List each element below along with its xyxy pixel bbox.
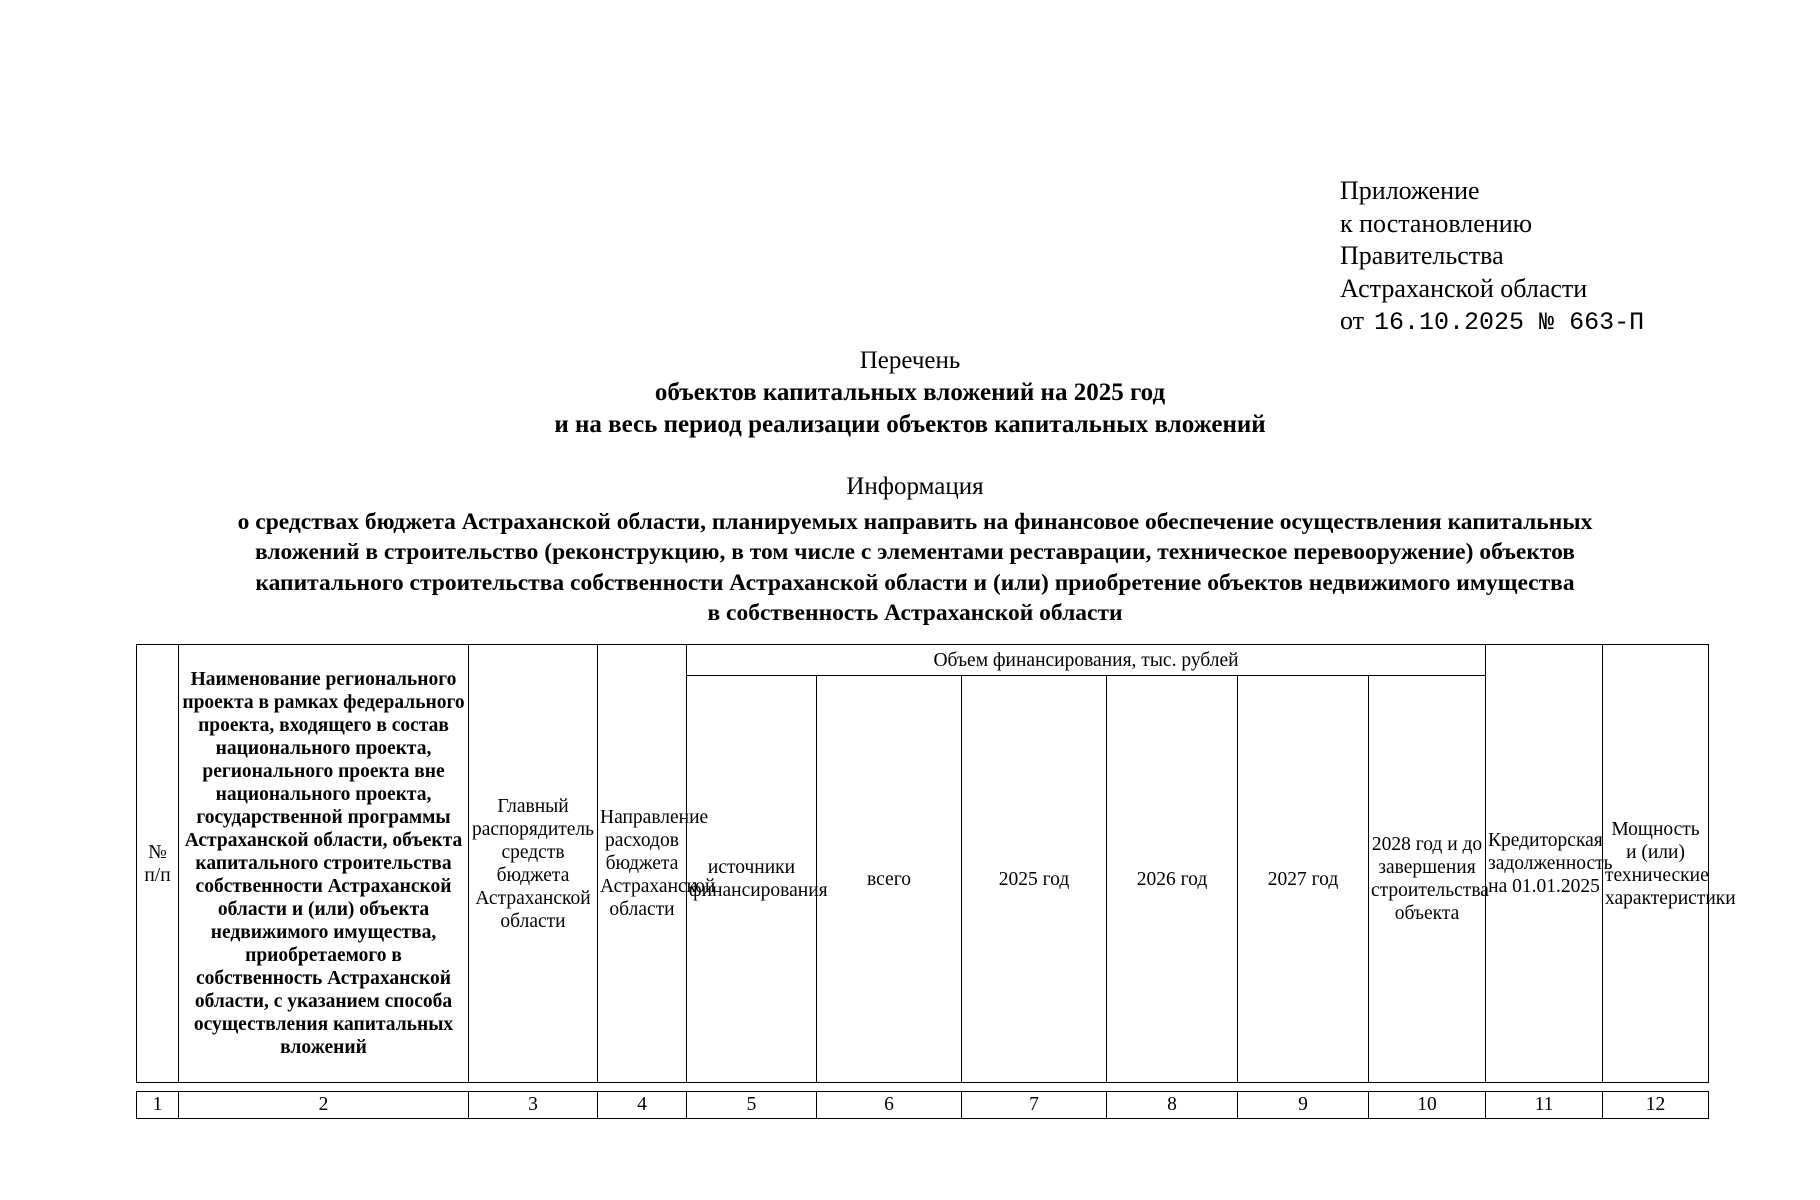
appendix-date-line xyxy=(1340,305,1644,340)
column-number-cell: 4 xyxy=(598,1092,687,1119)
header-col-2027: 2027 год xyxy=(1238,676,1369,1083)
header-col-direction: Направление расходов бюджета Астраханской области xyxy=(598,645,687,1083)
header-col-2025: 2025 год xyxy=(962,676,1107,1083)
column-number-cell: 1 xyxy=(137,1092,179,1119)
column-number-cell: 10 xyxy=(1369,1092,1486,1119)
header-col-name: Наименование регионального проекта в рамках федерального проекта, входящего в состав национального проекта, регионального проекта вне национального проекта, государственной программы Астраханской области, объекта капитального строительства собственности Астраханской области и (или) объекта недвижимого имущества, приобретаемого в собственность Астраханской области, с указанием способа осуществления капитальных вложений xyxy=(179,645,469,1083)
appendix-line: Приложение xyxy=(1340,176,1480,205)
column-number-cell: 8 xyxy=(1107,1092,1238,1119)
header-col-2028: 2028 год и до завершения строительства объекта xyxy=(1369,676,1486,1083)
column-number-cell: 2 xyxy=(179,1092,469,1119)
info-line-3: капитального строительства собственности Астраханской области и (или) приобретение объектов недвижимого имущества xyxy=(255,569,1575,596)
column-number-cell: 12 xyxy=(1603,1092,1709,1119)
appendix-line: к постановлению xyxy=(1340,208,1533,238)
column-number-cell: 5 xyxy=(687,1092,817,1119)
title-line-2: объектов капитальных вложений на 2025 год xyxy=(654,379,1166,406)
capital-investments-table xyxy=(136,644,1736,1119)
info-line-2: вложений в строительство (реконструкцию, в том числе с элементами реставрации, техническое перевооружение) объектов xyxy=(254,539,1575,565)
appendix-block xyxy=(1340,175,1644,340)
header-col-debt: Кредиторская задолженность на 01.01.2025 xyxy=(1486,645,1603,1083)
header-col-2026: 2026 год xyxy=(1107,676,1238,1083)
info-block xyxy=(180,472,1650,629)
header-col-total: всего xyxy=(817,676,962,1083)
column-numbers-row xyxy=(137,1092,1709,1119)
date-number-stamp: 16.10.2025 № 663-П xyxy=(1374,308,1645,337)
appendix-line: Астраханской области xyxy=(1340,273,1588,303)
column-number-cell: 6 xyxy=(817,1092,962,1119)
date-prefix: от xyxy=(1340,306,1365,335)
header-col-capacity: Мощность и (или) технические характеристики xyxy=(1603,645,1709,1083)
table-gap xyxy=(137,1083,1709,1092)
column-number-cell: 9 xyxy=(1238,1092,1369,1119)
info-heading: Информация xyxy=(846,473,984,500)
column-number-cell: 7 xyxy=(962,1092,1107,1119)
header-row-1 xyxy=(137,645,1709,676)
title-line-3: и на весь период реализации объектов капитальных вложений xyxy=(554,411,1266,438)
document-title xyxy=(0,345,1820,441)
header-col-manager: Главный распорядитель средств бюджета Астраханской области xyxy=(469,645,598,1083)
column-number-cell: 11 xyxy=(1486,1092,1603,1119)
info-line-4: в собственность Астраханской области xyxy=(707,600,1123,626)
header-funding-group: Объем финансирования, тыс. рублей xyxy=(687,645,1486,676)
header-col-number: № п/п xyxy=(137,645,179,1083)
info-line-1: о средствах бюджета Астраханской области, планируемых направить на финансовое обеспечение осуществления капитальных xyxy=(237,508,1593,535)
column-number-cell: 3 xyxy=(469,1092,598,1119)
appendix-line: Правительства xyxy=(1340,241,1504,270)
header-col-sources: источники финансирования xyxy=(687,676,817,1083)
title-line-1: Перечень xyxy=(859,347,961,374)
